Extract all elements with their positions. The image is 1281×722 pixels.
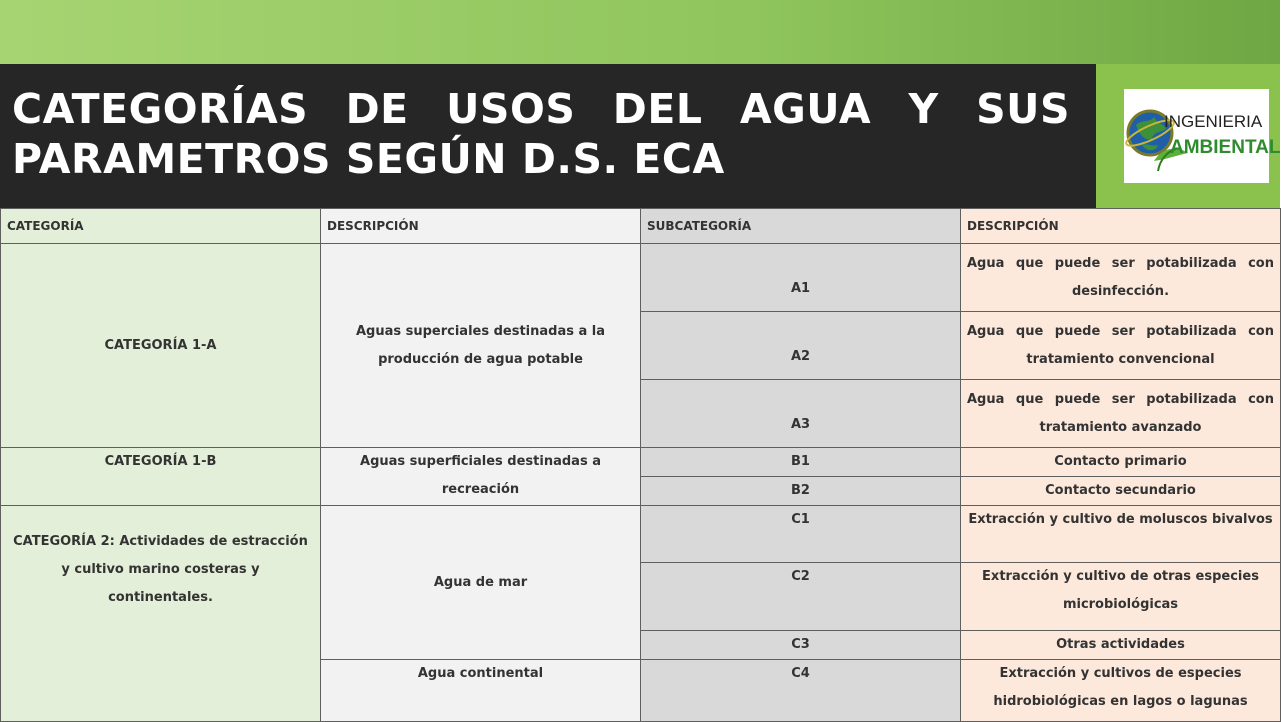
ingenieria-ambiental-logo bbox=[1124, 89, 1281, 183]
subcategoria-description-cell: Agua que puede ser potabilizada con tratamiento avanzado bbox=[961, 380, 1281, 448]
subcategoria-description-cell: Agua que puede ser potabilizada con tratamiento convencional bbox=[961, 312, 1281, 380]
logo-panel bbox=[1096, 64, 1280, 208]
table-row bbox=[1, 448, 1281, 477]
title-bar bbox=[0, 64, 1096, 208]
subcategoria-cell: A2 bbox=[641, 312, 961, 380]
logo-line2: AMBIENTAL bbox=[1170, 137, 1281, 158]
descripcion-cell: Aguas superciales destinadas a la producción de agua potable bbox=[321, 244, 641, 448]
top-accent-band bbox=[0, 0, 1280, 64]
header-descripcion-2: DESCRIPCIÓN bbox=[961, 209, 1281, 244]
descripcion-cell: Agua de mar bbox=[321, 506, 641, 660]
slide-title: CATEGORÍAS DE USOS DEL AGUA Y SUS PARAMETROS SEGÚN D.S. ECA bbox=[12, 85, 1070, 183]
subcategoria-description-cell: Extracción y cultivo de otras especies microbiológicas bbox=[961, 563, 1281, 631]
subcategoria-description-cell: Extracción y cultivos de especies hidrobiológicas en lagos o lagunas bbox=[961, 660, 1281, 722]
header-descripcion: DESCRIPCIÓN bbox=[321, 209, 641, 244]
subcategoria-description-cell: Otras actividades bbox=[961, 631, 1281, 660]
subcategoria-description-cell: Contacto secundario bbox=[961, 477, 1281, 506]
table-row bbox=[1, 506, 1281, 563]
subcategoria-cell: A1 bbox=[641, 244, 961, 312]
descripcion-cell: Agua continental bbox=[321, 660, 641, 722]
subcategoria-cell: A3 bbox=[641, 380, 961, 448]
categories-table-container bbox=[0, 208, 1280, 720]
planet-leaf-icon bbox=[1124, 89, 1281, 183]
subcategoria-description-cell: Agua que puede ser potabilizada con desinfección. bbox=[961, 244, 1281, 312]
subcategoria-cell: C4 bbox=[641, 660, 961, 722]
categoria-cell: CATEGORÍA 1-A bbox=[1, 244, 321, 448]
table-row bbox=[1, 244, 1281, 312]
descripcion-cell: Aguas superficiales destinadas a recreación bbox=[321, 448, 641, 506]
subcategoria-description-cell: Contacto primario bbox=[961, 448, 1281, 477]
categoria-cell: CATEGORÍA 2: Actividades de estracción y cultivo marino costeras y continentales. bbox=[1, 506, 321, 722]
subcategoria-cell: C1 bbox=[641, 506, 961, 563]
subcategoria-description-cell: Extracción y cultivo de moluscos bivalvos bbox=[961, 506, 1281, 563]
categoria-cell: CATEGORÍA 1-B bbox=[1, 448, 321, 506]
table-header-row bbox=[1, 209, 1281, 244]
subcategoria-cell: B1 bbox=[641, 448, 961, 477]
subcategoria-cell: C3 bbox=[641, 631, 961, 660]
header-categoria: CATEGORÍA bbox=[1, 209, 321, 244]
header-subcategoria: SUBCATEGORÍA bbox=[641, 209, 961, 244]
logo-line1: INGENIERIA bbox=[1164, 112, 1263, 131]
subcategoria-cell: B2 bbox=[641, 477, 961, 506]
subcategoria-cell: C2 bbox=[641, 563, 961, 631]
categories-table bbox=[0, 208, 1281, 722]
